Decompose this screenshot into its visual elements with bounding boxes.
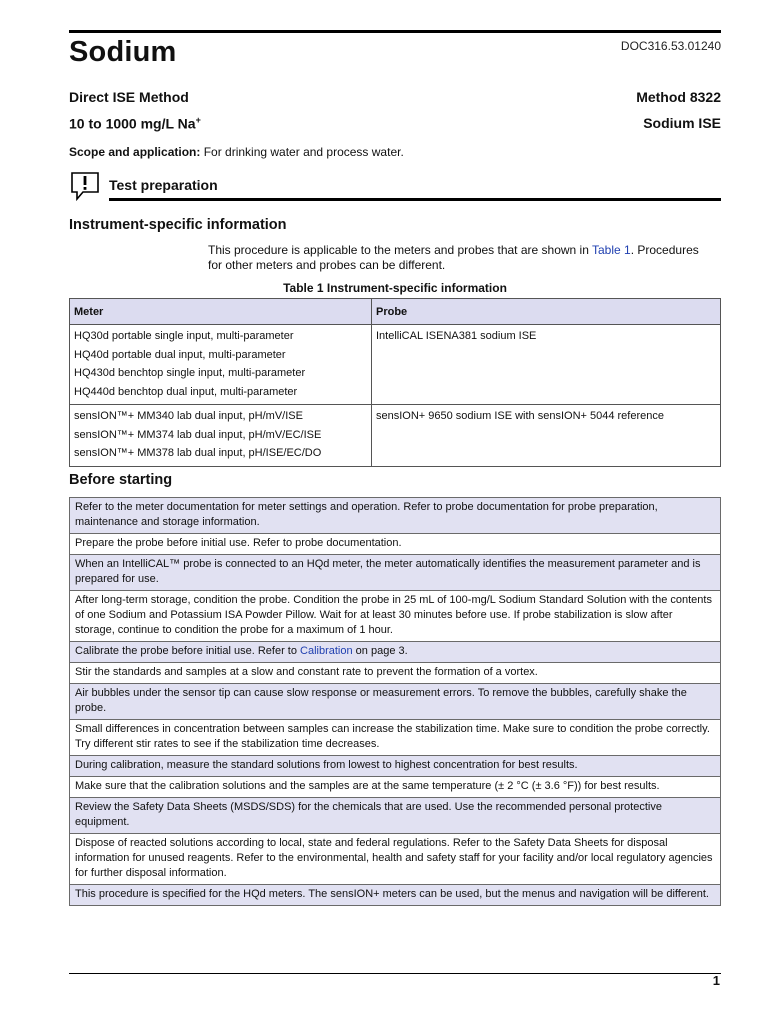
probe-cell: sensION+ 9650 sodium ISE with sensION+ 5044 reference bbox=[372, 405, 721, 467]
table-row bbox=[70, 798, 721, 834]
instruction-cell: Air bubbles under the sensor tip can cause slow response or measurement errors. To remove the bubbles, carefully shake the probe. bbox=[70, 684, 721, 720]
intro-text-end: . Procedures for other meters and probes can be different. bbox=[208, 243, 699, 272]
instruction-cell: During calibration, measure the standard solutions from lowest to highest concentration for best results. bbox=[70, 756, 721, 777]
method-name: Direct ISE Method bbox=[69, 89, 189, 105]
instruction-cell: Dispose of reacted solutions according to local, state and federal regulations. Refer to the Safety Data Sheets for disposal information for unused reagents. Refer to the environmental, health and safety staff for your facility and/or local regulatory agencies for further disposal information. bbox=[70, 834, 721, 885]
scope-text: For drinking water and process water. bbox=[200, 145, 404, 159]
meter-item: HQ430d benchtop single input, multi-parameter bbox=[74, 367, 306, 379]
column-header-meter: Meter bbox=[70, 299, 372, 325]
instruction-cell: Refer to the meter documentation for meter settings and operation. Refer to probe documentation for probe preparation, maintenance and storage information. bbox=[70, 498, 721, 534]
meter-item: HQ30d portable single input, multi-parameter bbox=[74, 330, 294, 342]
table-row bbox=[70, 405, 721, 467]
top-rule bbox=[69, 30, 721, 33]
range-superscript: + bbox=[195, 115, 201, 125]
meter-item: sensION™+ MM378 lab dual input, pH/ISE/EC/DO bbox=[74, 447, 322, 459]
table-row bbox=[70, 534, 721, 555]
table-row bbox=[70, 777, 721, 798]
scope-line bbox=[69, 145, 404, 159]
table-row bbox=[70, 591, 721, 642]
probe-cell: IntelliCAL ISENA381 sodium ISE bbox=[372, 325, 721, 405]
instruction-cell: Prepare the probe before initial use. Refer to probe documentation. bbox=[70, 534, 721, 555]
meter-item: HQ440d benchtop dual input, multi-parameter bbox=[74, 385, 298, 398]
column-header-probe: Probe bbox=[372, 299, 721, 325]
calibrate-text-end: on page 3. bbox=[352, 645, 408, 657]
table-row bbox=[70, 325, 721, 405]
instruction-cell: Stir the standards and samples at a slow and constant rate to prevent the formation of a vortex. bbox=[70, 663, 721, 684]
page-title: Sodium bbox=[69, 36, 177, 68]
table-header-row bbox=[70, 299, 721, 325]
range-text bbox=[69, 115, 201, 132]
instruction-cell: This procedure is specified for the HQd meters. The sensION+ meters can be used, but the menus and navigation will be different. bbox=[70, 885, 721, 906]
instruction-cell: Make sure that the calibration solutions and the samples are at the same temperature (± 2 °C (± 3.6 °F)) for best results. bbox=[70, 777, 721, 798]
test-preparation-title: Test preparation bbox=[109, 177, 218, 193]
method-number: Method 8322 bbox=[636, 89, 721, 105]
calibrate-text: Calibrate the probe before initial use. Refer to bbox=[75, 645, 301, 657]
before-starting-table bbox=[69, 497, 721, 906]
instruction-cell: When an IntelliCAL™ probe is connected to an HQd meter, the meter automatically identifies the measurement parameter and is prepared for use. bbox=[70, 555, 721, 591]
instruction-cell: After long-term storage, condition the probe. Condition the probe in 25 mL of 100-mg/L Sodium Standard Solution with the contents of one Sodium and Potassium ISA Powder Pillow. Wait for at least 30 minutes before use. If probe stabilization is slow after storage, continue to condition the probe for a maximum of 1 hour. bbox=[70, 591, 721, 642]
table-1-link[interactable]: Table 1 bbox=[592, 243, 631, 257]
meter-cell bbox=[70, 405, 372, 467]
range-value: 10 to 1000 mg/L Na bbox=[69, 115, 196, 132]
instrument-section-heading: Instrument-specific information bbox=[69, 217, 287, 233]
calibration-link[interactable]: Calibration bbox=[300, 645, 353, 657]
table-row bbox=[70, 756, 721, 777]
instruction-cell: Small differences in concentration between samples can increase the stabilization time. Make sure to condition the probe correctly. Try different stir rates to see if the stabilization time decreases. bbox=[70, 720, 721, 756]
meter-item: HQ40d portable dual input, multi-parameter bbox=[74, 348, 286, 361]
table-row bbox=[70, 498, 721, 534]
table-row bbox=[70, 834, 721, 885]
page-number: 1 bbox=[712, 973, 720, 988]
instruction-cell bbox=[70, 642, 721, 663]
table-row bbox=[70, 663, 721, 684]
meter-item: sensION™+ MM340 lab dual input, pH/mV/ISE bbox=[74, 410, 303, 422]
instrument-table bbox=[69, 298, 721, 467]
scope-label: Scope and application: bbox=[69, 145, 201, 159]
before-starting-heading: Before starting bbox=[69, 472, 173, 488]
probe-name: Sodium ISE bbox=[643, 115, 721, 131]
table-row bbox=[70, 555, 721, 591]
intro-text: This procedure is applicable to the meters and probes that are shown in bbox=[208, 243, 592, 257]
footer-rule bbox=[69, 973, 721, 974]
meter-item: sensION™+ MM374 lab dual input, pH/mV/EC/ISE bbox=[74, 428, 322, 441]
meter-cell bbox=[70, 325, 372, 405]
instruction-cell: Review the Safety Data Sheets (MSDS/SDS) for the chemicals that are used. Use the recommended personal protective equipment. bbox=[70, 798, 721, 834]
table-caption: Table 1 Instrument-specific information bbox=[283, 281, 507, 295]
instrument-intro bbox=[208, 243, 708, 273]
table-row bbox=[70, 720, 721, 756]
test-preparation-rule bbox=[109, 198, 721, 201]
table-row bbox=[70, 642, 721, 663]
table-row bbox=[70, 684, 721, 720]
document-number: DOC316.53.01240 bbox=[620, 39, 721, 53]
table-row bbox=[70, 885, 721, 906]
exclamation-icon bbox=[70, 171, 100, 201]
